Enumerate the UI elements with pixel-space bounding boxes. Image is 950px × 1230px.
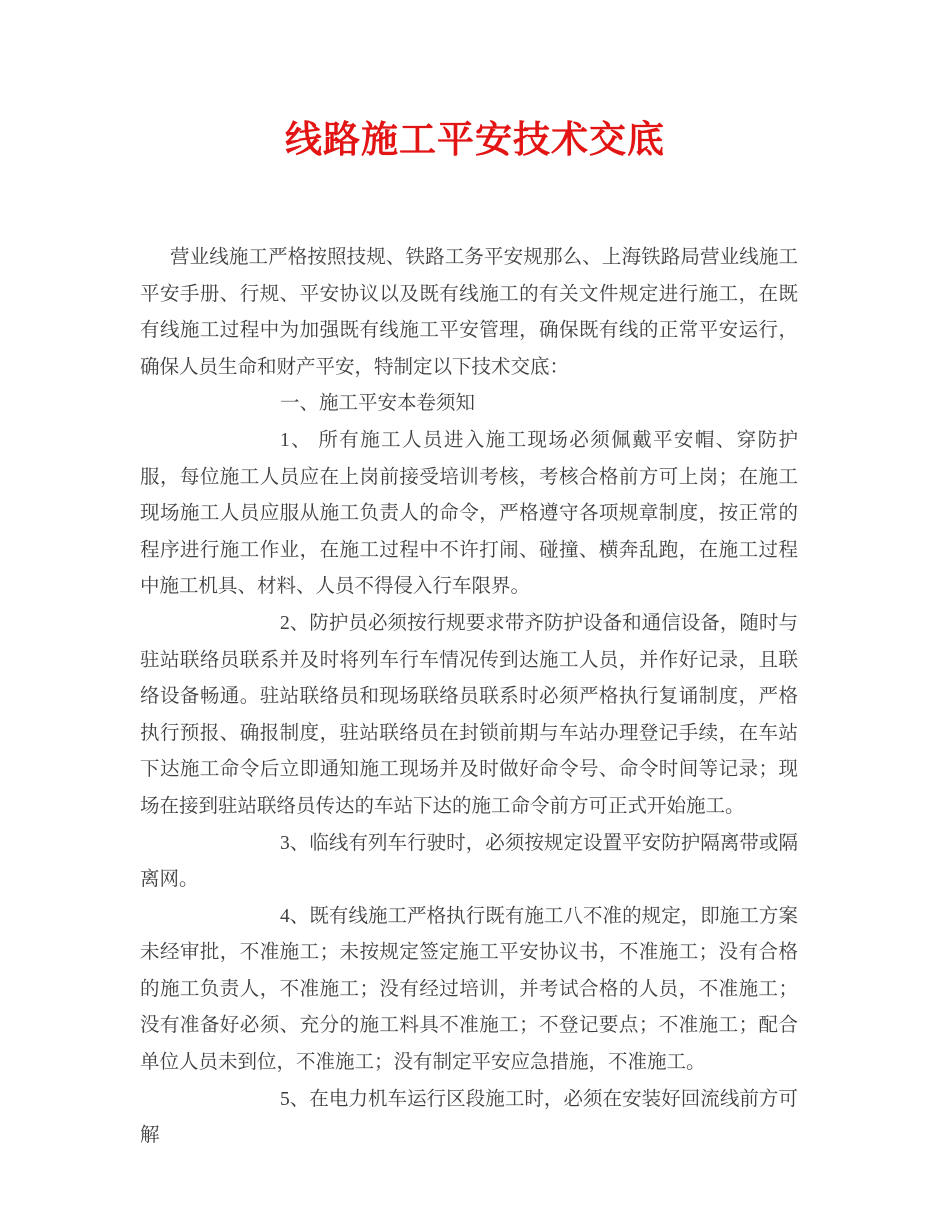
item-paragraph-5: 5、在电力机车运行区段施工时，必须在安装好回流线前方可解	[140, 1088, 798, 1147]
document-title: 线路施工平安技术交底	[285, 120, 665, 161]
item-paragraph-1: 1、 所有施工人员进入施工现场必须佩戴平安帽、穿防护服，每位施工人员应在上岗前接受培训考核，考核合格前方可上岗；在施工现场施工人员应服从施工负责人的命令，严格遵守各项规章制度，按正常的程序进行施工作业，在施工过程中不许打闹、碰撞、横奔乱跑，在施工过程中施工机具、材料、人员不得侵入行车限界。	[140, 429, 798, 598]
item-paragraph-4: 4、既有线施工严格执行既有施工八不准的规定，即施工方案未经审批，不准施工；未按规定签定施工平安协议书，不准施工；没有合格的施工负责人，不准施工；没有经过培训，并考试合格的人员，不准施工；没有准备好必须、充分的施工料具不准施工；不登记要点；不准施工；配合单位人员未到位，不准施工；没有制定平安应急措施，不准施工。	[140, 905, 798, 1074]
intro-paragraph: 营业线施工严格按照技规、铁路工务平安规那么、上海铁路局营业线施工平安手册、行规、平安协议以及既有线施工的有关文件规定进行施工，在既有线施工过程中为加强既有线施工平安管理，确保既有线的正常平安运行，确保人员生命和财产平安，特制定以下技术交底：	[140, 247, 798, 378]
document-body	[140, 240, 798, 1155]
item-paragraph-3: 3、临线有列车行驶时，必须按规定设置平安防护隔离带或隔离网。	[140, 832, 798, 891]
item-paragraph-2: 2、防护员必须按行规要求带齐防护设备和通信设备，随时与驻站联络员联系并及时将列车行车情况传到达施工人员，并作好记录，且联络设备畅通。驻站联络员和现场联络员联系时必须严格执行复诵制度，严格执行预报、确报制度，驻站联络员在封锁前期与车站办理登记手续，在车站下达施工命令后立即通知施工现场并及时做好命令号、命令时间等记录；现场在接到驻站联络员传达的车站下达的施工命令前方可正式开始施工。	[140, 612, 798, 817]
section-heading-1: 一、施工平安本卷须知	[280, 393, 476, 415]
